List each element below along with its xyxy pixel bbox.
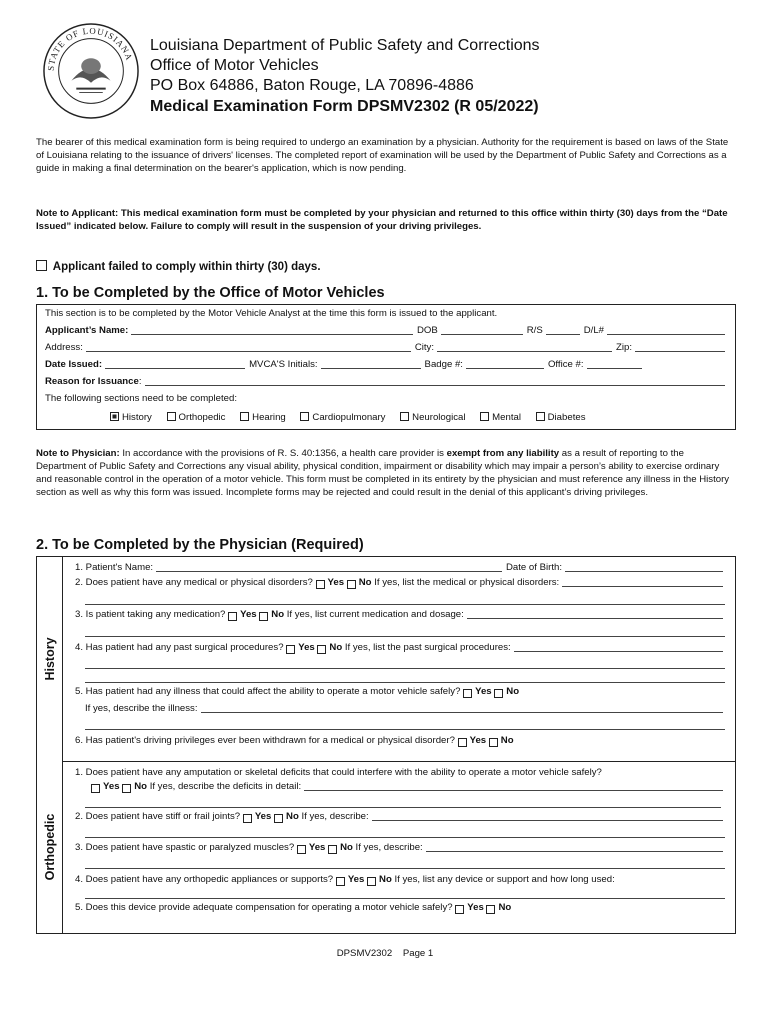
section2-heading: 2. To be Completed by the Physician (Required)	[36, 537, 364, 553]
o4-followup-label: If yes, list any device or support and how long used:	[394, 874, 615, 885]
reason-row: Reason for Issuance :	[45, 376, 729, 388]
h6-no-label: No	[500, 735, 514, 746]
section-history[interactable]	[110, 412, 152, 423]
h6-yes-checkbox[interactable]	[458, 738, 467, 747]
o1-label: 1. Does patient have any amputation or skeletal deficits that could interfere with the ability to operate a motor vehicle safely?	[75, 767, 602, 778]
section-diabetes[interactable]	[536, 412, 586, 423]
note-to-physician	[36, 447, 736, 499]
o4-no-label: No	[379, 874, 392, 885]
section-divider	[63, 761, 735, 762]
h3-no-label: No	[271, 609, 285, 620]
history-q6	[75, 735, 727, 747]
city-label: City:	[414, 342, 434, 353]
o2-yes-checkbox[interactable]	[243, 814, 252, 823]
ortho-q1-followup	[91, 781, 727, 793]
history-q1	[75, 562, 727, 574]
badge-field[interactable]	[466, 368, 544, 369]
o3-no-label: No	[340, 842, 353, 853]
rs-field[interactable]	[546, 334, 580, 335]
failed-comply-checkbox[interactable]	[36, 260, 47, 271]
o2-label: 2. Does patient have stiff or frail joints?	[75, 811, 241, 822]
louisiana-state-seal	[42, 22, 140, 120]
h2-yes-label: Yes	[327, 577, 345, 588]
h4-label: 4. Has patient had any past surgical procedures?	[75, 642, 284, 653]
header-department: Louisiana Department of Public Safety and Corrections	[150, 37, 540, 54]
o3-yes-checkbox[interactable]	[297, 845, 306, 854]
h3-field[interactable]	[467, 618, 723, 619]
h4-yes-checkbox[interactable]	[286, 645, 295, 654]
h6-label: 6. Has patient's driving privileges ever been withdrawn for a medical or physical disorder?	[75, 735, 455, 746]
o3-no-checkbox[interactable]	[328, 845, 337, 854]
o4-no-checkbox[interactable]	[367, 877, 376, 886]
dl-field[interactable]	[607, 334, 725, 335]
o1-yes-checkbox[interactable]	[91, 784, 100, 793]
h5-yes-checkbox[interactable]	[463, 689, 472, 698]
address-field[interactable]	[86, 351, 411, 352]
physician-note-label: Note to Physician:	[36, 448, 120, 459]
rs-label: R/S	[526, 325, 543, 336]
h4-field[interactable]	[514, 651, 723, 652]
dob-label: DOB	[416, 325, 438, 336]
h6-no-checkbox[interactable]	[489, 738, 498, 747]
h4-extra-line-2[interactable]	[85, 682, 725, 683]
h2-label: 2. Does patient have any medical or physical disorders?	[75, 577, 313, 588]
patient-dob-field[interactable]	[565, 571, 723, 572]
o4-extra-line[interactable]	[85, 898, 725, 899]
orthopedic-checkbox[interactable]	[167, 412, 176, 421]
h2-no-checkbox[interactable]	[347, 580, 356, 589]
badge-label: Badge #:	[424, 359, 463, 370]
section1-heading: 1. To be Completed by the Office of Motor Vehicles	[36, 285, 385, 301]
mvca-initials-label: MVCA'S Initials:	[249, 359, 318, 370]
applicant-row	[45, 325, 729, 337]
history-q2	[75, 577, 727, 589]
reason-label: Reason for Issuance	[45, 376, 139, 387]
section-neurological[interactable]	[400, 412, 465, 423]
h1-dob-label: Date of Birth:	[506, 562, 562, 573]
h4-no-checkbox[interactable]	[317, 645, 326, 654]
h5-no-label: No	[506, 686, 520, 697]
reason-field[interactable]	[145, 385, 725, 386]
h4-no-label: No	[329, 642, 343, 653]
following-row	[45, 393, 729, 405]
h3-no-checkbox[interactable]	[259, 612, 268, 621]
h5-yes-label: Yes	[475, 686, 492, 697]
h5-extra-line[interactable]	[85, 729, 725, 730]
o4-yes-label: Yes	[347, 874, 365, 885]
o1-extra-line[interactable]	[85, 807, 721, 808]
following-label: The following sections need to be completed:	[45, 393, 237, 404]
ortho-q2	[75, 811, 727, 823]
zip-field[interactable]	[635, 351, 725, 352]
physician-note-emphasis: exempt from any liability	[446, 448, 560, 459]
dob-field[interactable]	[441, 334, 523, 335]
o3-followup-label: If yes, describe:	[355, 842, 423, 853]
h2-field[interactable]	[562, 586, 723, 587]
mental-checkbox[interactable]	[480, 412, 489, 421]
physician-note-text-a: In accordance with the provisions of R. S. 40:1356, a health care provider is	[122, 448, 444, 459]
o3-extra-line[interactable]	[85, 868, 725, 869]
mvca-initials-field[interactable]	[321, 368, 421, 369]
section1-instruction-row	[45, 308, 729, 320]
h4-followup-label: If yes, list the past surgical procedures:	[344, 642, 511, 653]
history-q4	[75, 642, 727, 654]
section-cardiopulmonary[interactable]	[300, 412, 385, 423]
h6-yes-label: Yes	[469, 735, 487, 746]
o5-yes-checkbox[interactable]	[455, 905, 464, 914]
ortho-q4	[75, 874, 727, 886]
history-checkbox[interactable]	[110, 412, 119, 421]
section-mental[interactable]	[480, 412, 521, 423]
header-office: Office of Motor Vehicles	[150, 57, 319, 74]
h5-label: 5. Has patient had any illness that could affect the ability to operate a motor vehicle safely?	[75, 686, 461, 697]
ortho-q1	[75, 767, 727, 779]
office-label: Office #:	[547, 359, 584, 370]
o2-field[interactable]	[372, 820, 723, 821]
o2-yes-label: Yes	[254, 811, 272, 822]
h3-label: 3. Is patient taking any medication?	[75, 609, 226, 620]
header-address: PO Box 64886, Baton Rouge, LA 70896-4886	[150, 77, 474, 94]
physician-note-text-b: as a result of reporting to the Department of Public Safety and Corrections any visual ability, physical condition, impairment or disability which may impair a person’s ability to exercise ordinary and reasonable control in the operation of a motor vehicle. This form must be completed in its entirety by the physician and must reference any illness in the History section as well as why this form was issued. Incomplete forms may be rejected and could result in the denial of this applicant’s driving privileges.	[36, 448, 730, 498]
orthopedic-side-label	[37, 761, 63, 933]
history-q3	[75, 609, 727, 621]
history-side-label	[37, 557, 63, 761]
seal-text: STATE OF LOUISIANA	[45, 25, 135, 72]
h5-field[interactable]	[201, 712, 723, 713]
o3-label: 3. Does patient have spastic or paralyzed muscles?	[75, 842, 295, 853]
h2-yes-checkbox[interactable]	[316, 580, 325, 589]
form-title: Medical Examination Form DPSMV2302 (R 05/2022)	[150, 98, 539, 115]
history-label: History	[122, 412, 152, 423]
section1-instruction: This section is to be completed by the Motor Vehicle Analyst at the time this form is issued to the applicant.	[45, 308, 498, 319]
h2-extra-line[interactable]	[85, 604, 725, 605]
o1-no-checkbox[interactable]	[122, 784, 131, 793]
o4-label: 4. Does patient have any orthopedic appliances or supports?	[75, 874, 334, 885]
o1-followup-label: If yes, describe the deficits in detail:	[149, 781, 302, 792]
h2-followup-label: If yes, list the medical or physical disorders:	[374, 577, 560, 588]
o1-yes-label: Yes	[103, 781, 120, 792]
h3-extra-line[interactable]	[85, 636, 725, 637]
note-to-applicant: Note to Applicant: This medical examination form must be completed by your physician and returned to this office within thirty (30) days from the “Date Issued” indicated below. Failure to comply will result in the suspension of your driving privileges.	[36, 208, 728, 232]
intro-paragraph: The bearer of this medical examination form is being required to undergo an examination by a physician. Authority for the requirement is based on laws of the State of Louisiana relating to the issuance of drivers' licenses. The completed report of examination will be used by the Department of Public Safety and Corrections as a guide in making a final determination on the bearer's application, which is now pending.	[36, 137, 729, 174]
h3-yes-label: Yes	[240, 609, 257, 620]
page-footer: DPSMV2302 Page 1	[336, 948, 434, 959]
o3-field[interactable]	[426, 851, 723, 852]
o2-no-checkbox[interactable]	[274, 814, 283, 823]
h4-extra-line-1[interactable]	[85, 668, 725, 669]
history-q5	[75, 686, 727, 698]
orthopedic-label: Orthopedic	[178, 412, 226, 423]
failed-comply-label: Applicant failed to comply within thirty (30) days.	[52, 261, 321, 273]
applicant-name-field[interactable]	[131, 334, 413, 335]
applicant-name-label: Applicant’s Name:	[45, 325, 129, 336]
o1-no-label: No	[134, 781, 148, 792]
zip-label: Zip:	[616, 342, 632, 353]
ortho-q3	[75, 842, 727, 854]
failed-comply-row[interactable]	[36, 260, 321, 273]
physician-table	[36, 556, 736, 934]
address-row	[45, 342, 729, 354]
h3-followup-label: If yes, list current medication and dosage:	[286, 609, 464, 620]
diabetes-label: Diabetes	[547, 412, 586, 423]
hearing-label: Hearing	[252, 412, 286, 423]
h1-label: 1. Patient's Name:	[75, 562, 154, 573]
mental-label: Mental	[492, 412, 521, 423]
section-hearing[interactable]	[240, 412, 286, 423]
address-label: Address:	[45, 342, 83, 353]
cardiopulmonary-checkbox[interactable]	[300, 412, 309, 421]
office-field[interactable]	[587, 368, 642, 369]
hearing-checkbox[interactable]	[240, 412, 249, 421]
o5-label: 5. Does this device provide adequate compensation for operating a motor vehicle safely?	[75, 902, 453, 913]
h2-no-label: No	[358, 577, 372, 588]
o5-yes-label: Yes	[467, 902, 484, 913]
o2-followup-label: If yes, describe:	[301, 811, 369, 822]
o5-no-checkbox[interactable]	[486, 905, 495, 914]
o4-yes-checkbox[interactable]	[336, 877, 345, 886]
city-field[interactable]	[437, 351, 612, 352]
section-orthopedic[interactable]	[167, 412, 226, 423]
h4-yes-label: Yes	[298, 642, 315, 653]
h5-no-checkbox[interactable]	[494, 689, 503, 698]
diabetes-checkbox[interactable]	[536, 412, 545, 421]
dl-label: D/L#	[583, 325, 604, 336]
neurological-label: Neurological	[412, 412, 466, 423]
neurological-checkbox[interactable]	[400, 412, 409, 421]
o2-extra-line[interactable]	[85, 837, 725, 838]
date-issued-row	[45, 359, 729, 371]
section-checklist	[110, 412, 598, 423]
date-issued-label: Date Issued:	[45, 359, 103, 370]
o3-yes-label: Yes	[308, 842, 326, 853]
o5-no-label: No	[498, 902, 512, 913]
h5-followup-label: If yes, describe the illness:	[85, 703, 198, 714]
cardiopulmonary-label: Cardiopulmonary	[312, 412, 386, 423]
orthopedic-side-text: Orthopedic	[42, 813, 57, 881]
ortho-q5	[75, 902, 727, 914]
history-q5-followup	[85, 703, 727, 715]
history-side-text: History	[42, 637, 57, 681]
o2-no-label: No	[286, 811, 299, 822]
patient-name-field[interactable]	[156, 571, 502, 572]
date-issued-field[interactable]	[105, 368, 245, 369]
o1-field[interactable]	[304, 790, 723, 791]
h3-yes-checkbox[interactable]	[228, 612, 237, 621]
